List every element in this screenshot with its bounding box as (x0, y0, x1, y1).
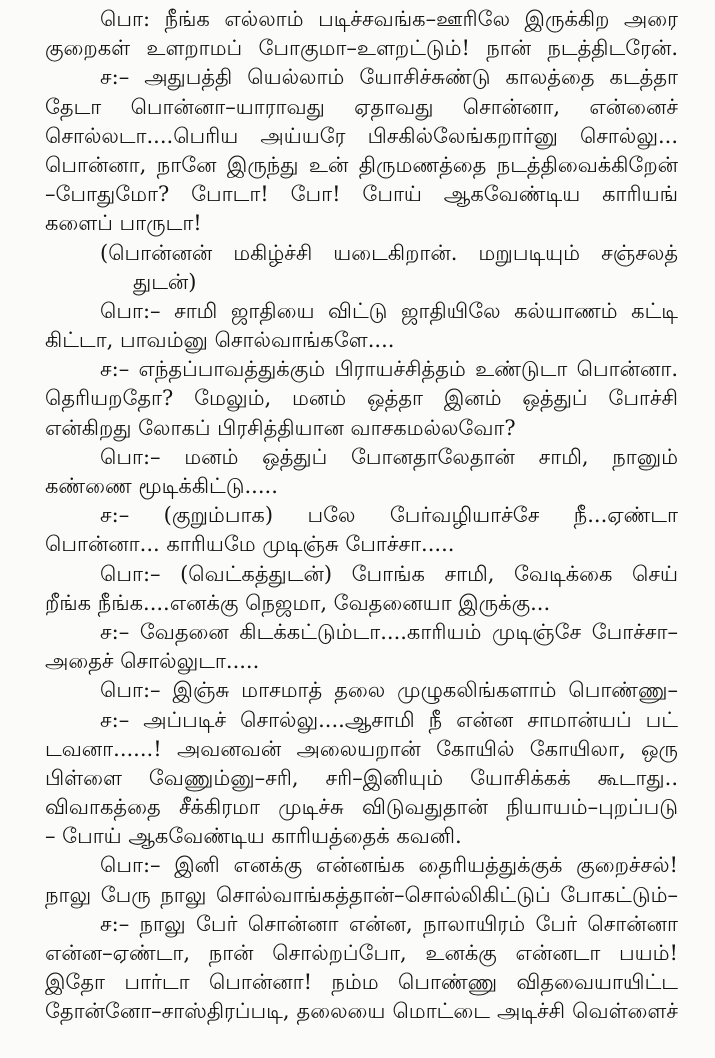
dialogue-line: தேடா பொன்னா–யாராவது ஏதாவது சொன்னா, என்னைச் (45, 94, 678, 119)
dialogue-line: என்கிறது லோகப் பிரசித்தியான வாசகமல்லவோ? (45, 415, 516, 440)
stage-direction-line: (பொன்னன் மகிழ்ச்சி யடைகிறான். மறுபடியும் சஞ்சலத் (100, 240, 678, 265)
dialogue-line: பொ:– (வெட்கத்துடன்) போங்க சாமி, வேடிக்கை செய் (100, 561, 678, 586)
dialogue-line: டவனா......! அவனவன் அலையறான் கோயில் கோயிலா, ஒரு (45, 736, 678, 761)
dialogue-line: இதோ பார்டா பொன்னா! நம்ம பொண்ணு விதவையாயிட்ட (45, 970, 678, 995)
dialogue-line: கண்ணை மூடிக்கிட்டு..... (45, 474, 278, 498)
dialogue-line: தோன்னோ–சாஸ்திரப்படி, தலையை மொட்டை அடிச்சி வெள்ளைச் (45, 999, 678, 1024)
dialogue-line: குறைகள் உளறாமப் போகுமா–உளறட்டும்! நான் நடத்திடரேன். (45, 36, 678, 61)
dialogue-line: சொல்லடா....பெரிய அய்யரே பிசகில்லேங்கறார்னு சொல்லு... (45, 123, 678, 148)
dialogue-line: பொன்னா, நானே இருந்து உன் திருமணத்தை நடத்திவைக்கிறேன் (45, 152, 678, 177)
dialogue-line: பொ:– மனம் ஒத்துப் போனதாலேதான் சாமி, நானும் (100, 444, 678, 469)
dialogue-line: –போதுமோ? போடா! போ! போய் ஆகவேண்டிய காரியங் (45, 182, 678, 207)
dialogue-line: என்ன–ஏண்டா, நான் சொல்றப்போ, உனக்கு என்னடா பயம்! (45, 941, 678, 965)
dialogue-line: ச:– அப்படிச் சொல்லு....ஆசாமி நீ என்ன சாமான்யப் பட் (100, 707, 678, 732)
dialogue-line: பொ:– இஞ்சு மாசமாத் தலை முழுகலிங்களாம் பொண்ணு– (100, 678, 678, 703)
dialogue-line: நாலு பேரு நாலு சொல்வாங்கத்தான்–சொல்லிகிட்டுப் போகட்டும்– (45, 882, 678, 907)
dialogue-line: பிள்ளை வேணும்னு–சரி, சரி–இனியும் யோசிக்கக் கூடாது.. (45, 765, 678, 790)
dialogue-line: பொ: நீங்க எல்லாம் படிச்சவங்க–ஊரிலே இருக்கிற அரை (100, 7, 678, 31)
dialogue-line: களைப் பாருடா! (45, 211, 202, 236)
stage-direction-line: துடன்) (133, 269, 197, 294)
dialogue-line: பொ:– இனி எனக்கு என்னங்க தைரியத்துக்குக் குறைச்சல்! (100, 853, 678, 878)
dialogue-line: ச:– (குறும்பாக) பலே பேர்வழியாச்சே நீ...ஏண்டா (100, 503, 678, 528)
dialogue-line: கிட்டா, பாவம்னு சொல்வாங்களே.... (45, 328, 395, 353)
dialogue-line: விவாகத்தை சீக்கிரமா முடிச்சு விடுவதுதான் நியாயம்–புறப்படு (45, 795, 678, 820)
dialogue-line: றீங்க நீங்க....எனக்கு நெஜமா, வேதனையா இருக்கு... (45, 590, 551, 615)
dialogue-line: ச:– வேதனை கிடக்கட்டும்டா....காரியம் முடிஞ்சே போச்சா– (100, 619, 678, 644)
dialogue-line: – போய் ஆகவேண்டிய காரியத்தைக் கவனி. (45, 824, 462, 849)
dialogue-line: தெரியறதோ? மேலும், மனம் ஒத்தா இனம் ஒத்துப் போச்சி (45, 386, 678, 411)
dialogue-line: பொன்னா... காரியமே முடிஞ்சு போச்சா..... (45, 532, 455, 557)
dialogue-line: ச:– எந்தப்பாவத்துக்கும் பிராயச்சித்தம் உண்டுடா பொன்னா. (100, 357, 678, 382)
dialogue-text (45, 5, 678, 1027)
dialogue-line: பொ:– சாமி ஜாதியை விட்டு ஜாதியிலே கல்யாணம் கட்டி (100, 298, 678, 323)
dialogue-line: ச:– அதுபத்தி யெல்லாம் யோசிச்சுண்டு காலத்தை கடத்தா (100, 65, 678, 90)
dialogue-line: ச:– நாலு பேர் சொன்னா என்ன, நாலாயிரம் பேர் சொன்னா (100, 911, 678, 936)
dialogue-line: அதைச் சொல்லுடா..... (45, 649, 260, 674)
